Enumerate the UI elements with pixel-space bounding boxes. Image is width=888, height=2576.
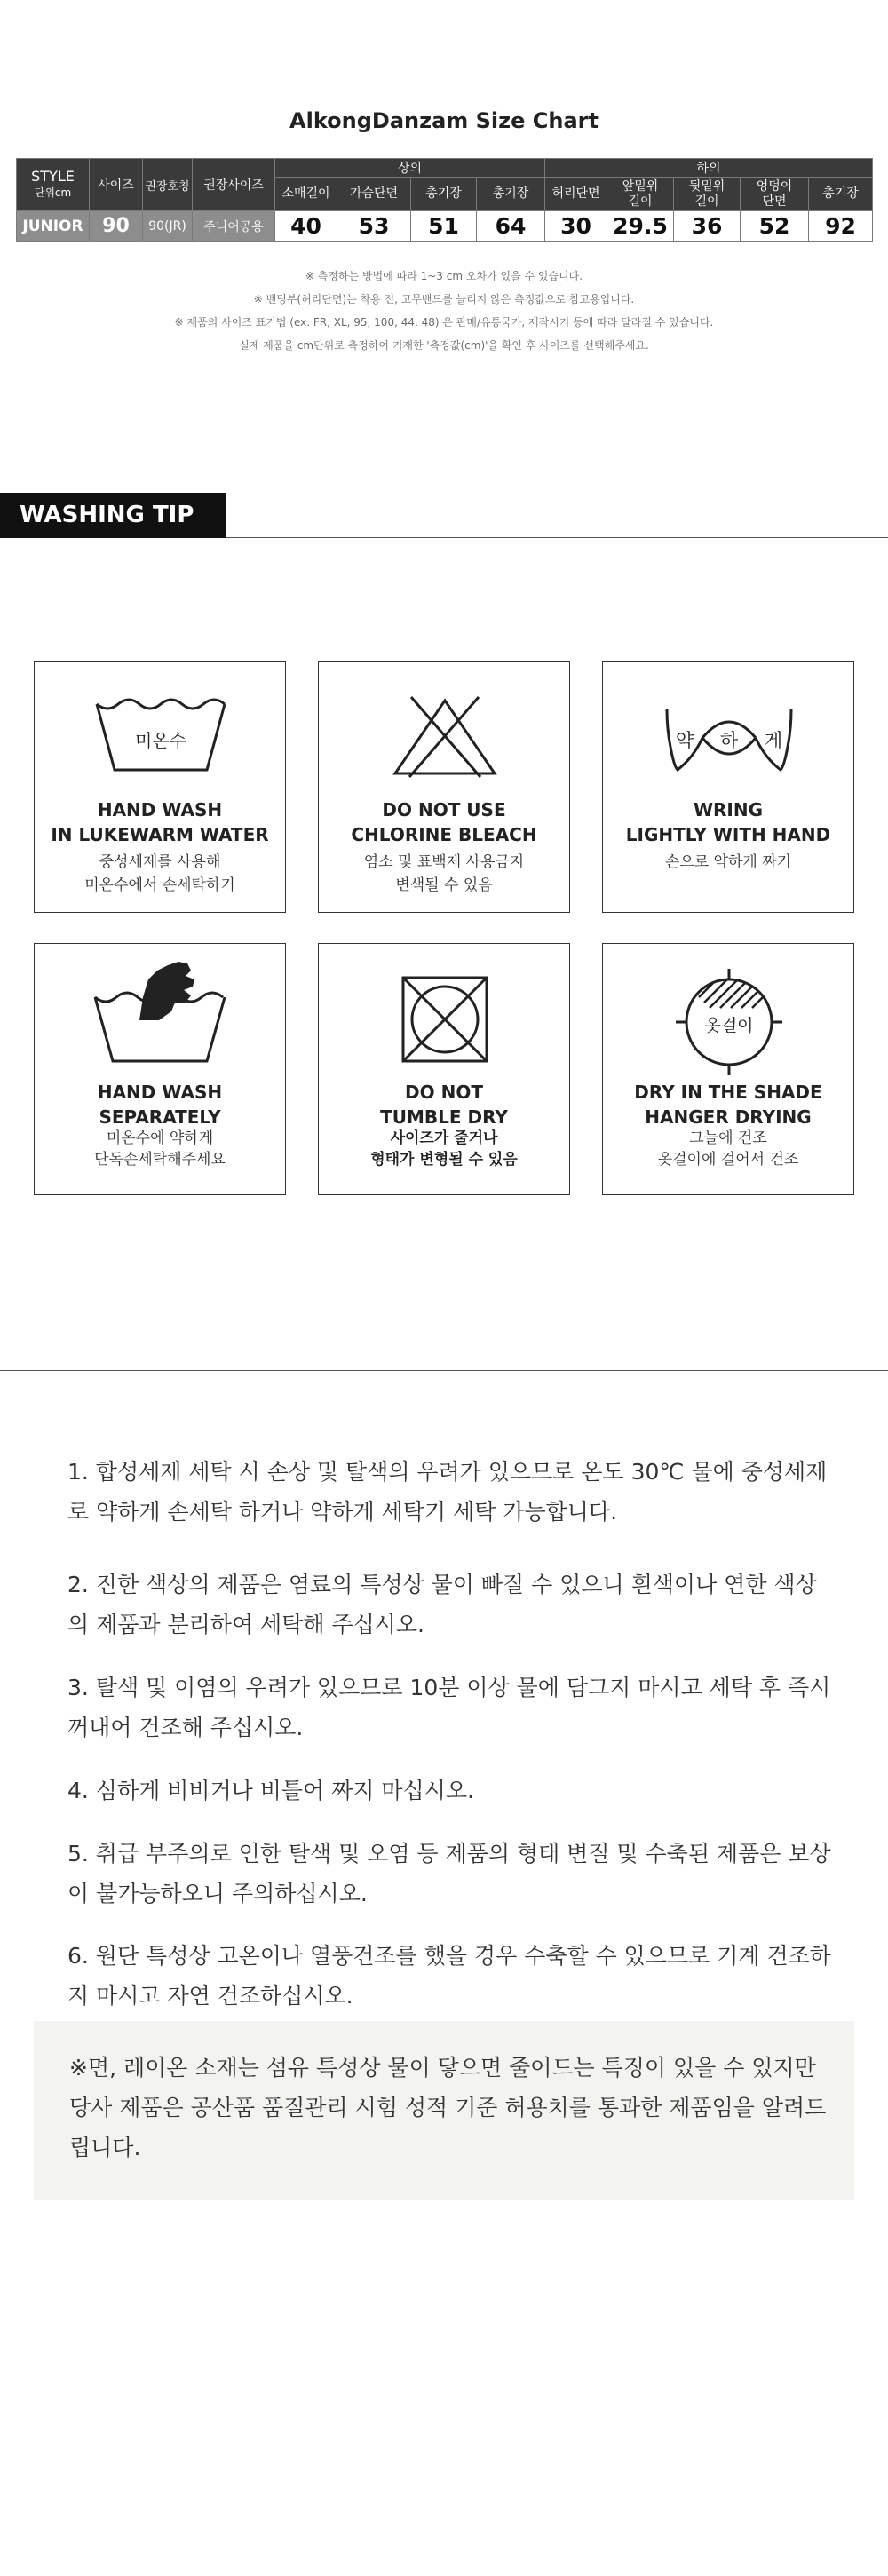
care-tile-shade-dry [602,943,854,1195]
care-desc: 사이즈가 줄거나 [390,1129,498,1147]
top-value: 53 [337,211,411,242]
bottom-col-header: 총기장 [809,178,873,211]
top-value: 51 [411,211,477,242]
top-col-header: 가슴단면 [337,178,411,211]
dry-label: 옷걸이 [704,1016,754,1035]
care-desc: 변색될 수 있음 [395,876,493,894]
size-note: 실제 제품을 cm단위로 측정하여 기재한 '측정값(cm)'을 확인 후 사이즈를 선택해주세요. [239,339,649,352]
care-title: WRING [693,799,764,820]
instruction-item: 5. 취급 부주의로 인한 탈색 및 오염 등 제품의 형태 변질 및 수축된 제품은 보상이 불가능하오니 주의하십시오. [67,1841,831,1906]
section-divider [0,1370,888,1371]
row-size-value: 90 [90,211,143,242]
wring-gently-icon [603,662,855,795]
bottom-col-header: 뒷밑위 길이 [674,178,741,211]
care-title: SEPARATELY [99,1106,221,1128]
instruction-item: 2. 진한 색상의 제품은 염료의 특성상 물이 빠질 수 있으니 흰색이나 연한 색상의 제품과 분리하여 세탁해 주십시오. [67,1572,817,1637]
height-header: 권장호칭 [143,159,193,211]
bottom-group-header: 하의 [545,159,873,178]
bottom-col-header: 허리단면 [545,178,607,211]
bottom-value: 52 [741,211,809,242]
notice-box [34,2021,854,2200]
care-desc: 형태가 변형될 수 있음 [370,1151,518,1169]
bottom-value: 29.5 [607,211,674,242]
care-title: TUMBLE DRY [380,1106,508,1128]
instruction-item: 4. 심하게 비비거나 비틀어 짜지 마십시오. [67,1778,474,1803]
care-desc: 손으로 약하게 짜기 [664,853,792,871]
size-note: ※ 제품의 사이즈 표기법 (ex. FR, XL, 95, 100, 44, 48) 은 판매/유통국가, 제작시기 등에 따라 달라질 수 있습니다. [174,316,714,329]
care-title: DO NOT [405,1082,483,1103]
instruction-item: 1. 합성세제 세탁 시 손상 및 탈색의 우려가 있으므로 온도 30℃ 물에 중성세제로 약하게 손세탁 하거나 약하게 세탁기 세탁 가능합니다. [67,1459,828,1525]
size-note: ※ 측정하는 방법에 따라 1~3 cm 오차가 있을 수 있습니다. [305,270,583,282]
care-title: HAND WASH [97,1082,223,1103]
row-recommended-value: 주니어공용 [193,211,275,242]
bottom-value: 92 [809,211,873,242]
care-tile-wring [602,661,854,913]
top-group-header: 상의 [275,159,545,178]
care-desc: 미온수에 약하게 [106,1129,214,1147]
wring-letter: 게 [764,730,783,751]
no-bleach-icon [319,662,571,795]
row-style-label: JUNIOR [17,211,90,242]
care-title: IN LUKEWARM WATER [51,824,269,845]
care-title: DRY IN THE SHADE [634,1082,822,1103]
bottom-value: 36 [674,211,741,242]
size-chart-title: AlkongDanzam Size Chart [289,108,599,133]
top-col-header: 총기장 [477,178,545,211]
table-row [17,211,873,242]
washing-tip-label: WASHING TIP [0,493,226,538]
row-height-value: 90(JR) [143,211,193,242]
care-desc: 옷걸이에 걸어서 건조 [657,1151,799,1169]
top-value: 64 [477,211,545,242]
notice-text: ※면, 레이온 소재는 섬유 특성상 물이 닿으면 줄어드는 특징이 있을 수 있지만 당사 제품은 공산품 품질관리 시험 성적 기준 허용치를 통과한 제품임을 알려드립니다. [69,2055,827,2160]
wring-letter: 하 [719,730,739,751]
top-col-header: 소매길이 [275,178,337,211]
size-chart-table [16,158,873,242]
care-desc: 중성세제를 사용해 [99,853,221,871]
instruction-item: 3. 탈색 및 이염의 우려가 있으므로 10분 이상 물에 담그지 마시고 세탁 후 즉시 꺼내어 건조해 주십시오. [67,1675,831,1740]
recommended-size-header: 권장사이즈 [193,159,275,211]
shade-dry-hanger-icon [603,944,855,1077]
size-header: 사이즈 [90,159,143,211]
no-tumble-dry-icon [319,944,571,1077]
instruction-item: 6. 원단 특성상 고온이나 열풍건조를 했을 경우 수축할 수 있으므로 기계 건조하지 마시고 자연 건조하십시오. [67,1943,831,2009]
care-desc: 염소 및 표백제 사용금지 [363,853,525,871]
bottom-value: 30 [545,211,607,242]
care-desc: 미온수에서 손세탁하기 [84,876,235,894]
care-title: CHLORINE BLEACH [351,824,537,845]
wring-letter: 약 [675,730,694,751]
tub-label: 미온수 [135,730,186,751]
hand-wash-tub-icon [35,662,287,795]
care-title: DO NOT USE [382,799,506,820]
style-header: STYLE 단위cm [17,159,90,211]
bottom-col-header: 엉덩이 단면 [741,178,809,211]
care-title: HANGER DRYING [645,1106,812,1128]
hand-in-tub-icon [35,944,287,1077]
care-tile-hand-wash [34,661,286,913]
bottom-col-header: 앞밑위 길이 [607,178,674,211]
care-tile-no-tumble-dry [318,943,570,1195]
care-desc: 단독손세탁해주세요 [94,1151,226,1169]
size-note: ※ 밴딩부(허리단면)는 착용 전, 고무밴드를 늘리지 않은 측정값으로 참고용입니다. [253,293,635,305]
top-col-header: 총기장 [411,178,477,211]
size-notes [0,265,888,357]
care-tile-no-bleach [318,661,570,913]
care-title: LIGHTLY WITH HAND [625,824,831,845]
care-tile-hand-wash-separately [34,943,286,1195]
top-value: 40 [275,211,337,242]
care-desc: 그늘에 건조 [689,1129,767,1147]
care-title: HAND WASH [97,799,223,820]
